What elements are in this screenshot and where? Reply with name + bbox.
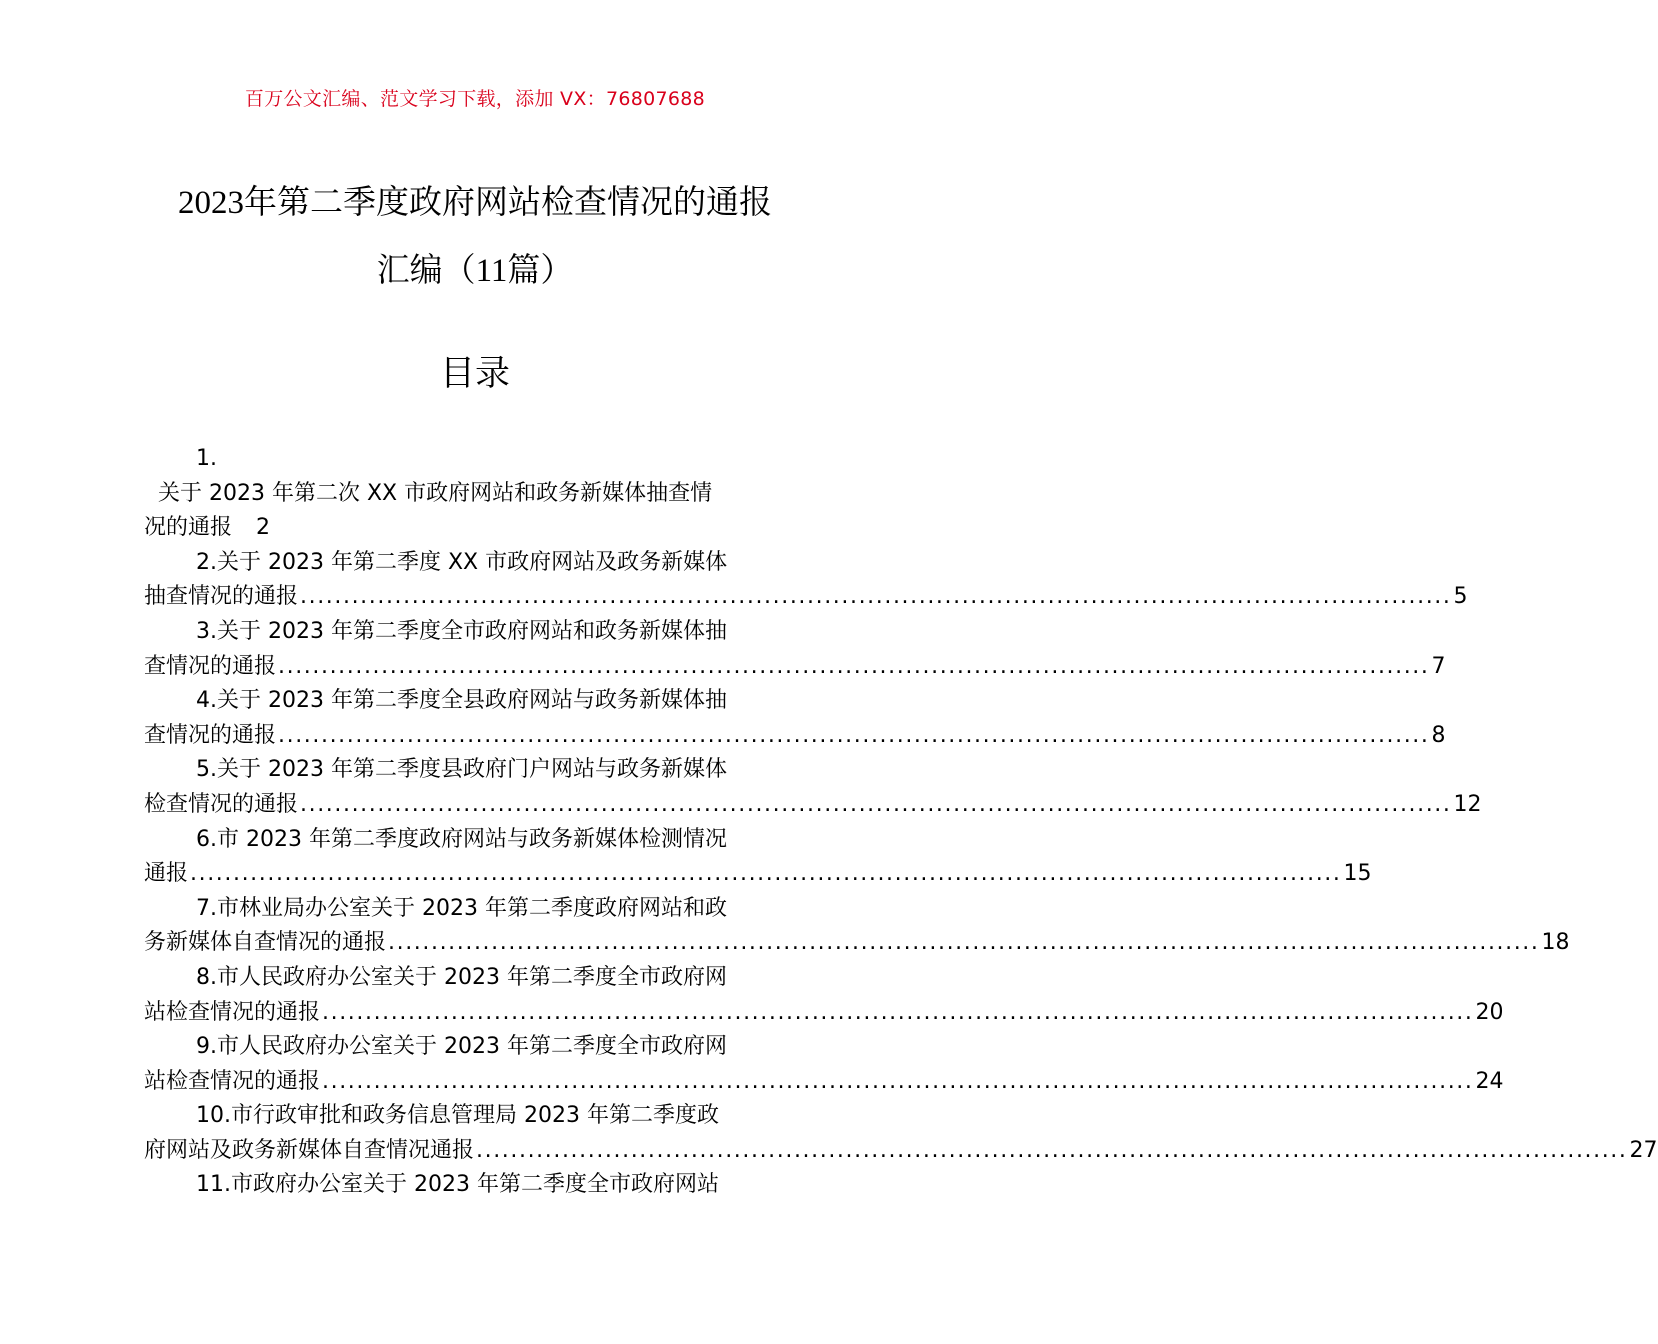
toc-entry-title-line-2 <box>144 580 1468 615</box>
toc-entry-title-line-1: 4.关于 2023 年第二季度全县政府网站与政务新媒体抽 <box>196 688 727 714</box>
toc-entry-title-end: 查情况的通报 <box>144 722 277 748</box>
toc-entry-title-end: 府网站及政务新媒体自查情况通报 <box>144 1137 475 1163</box>
toc-page-number: 8 <box>1431 722 1446 748</box>
toc-page-number: 27 <box>1629 1137 1658 1163</box>
toc-entry-title-line-1: 7.市林业局办公室关于 2023 年第二季度政府网站和政 <box>196 895 727 921</box>
toc-leader-dots: ...................................................................................................................................... <box>190 861 1342 887</box>
toc-entry-title-end: 查情况的通报 <box>144 653 277 679</box>
toc-entry-title-end: 抽查情况的通报 <box>144 584 299 610</box>
toc-entry-5[interactable] <box>144 753 1482 822</box>
toc-entry-title-line-1: 6.市 2023 年第二季度政府网站与政务新媒体检测情况 <box>196 826 727 852</box>
toc-entry-title-line-2 <box>144 996 1504 1031</box>
toc-leader-dots: ...................................................................................................................................... <box>278 653 1430 679</box>
toc-page-number: 18 <box>1541 930 1570 956</box>
toc-entry-8[interactable] <box>144 961 1504 1030</box>
toc-entry-title-end: 检查情况的通报 <box>144 791 299 817</box>
title-count: 11 <box>475 253 508 289</box>
toc-entry-title-end: 通报 <box>144 861 189 887</box>
toc-entry-title-line-2 <box>144 511 806 546</box>
toc-entry-11[interactable]: 11.市政府办公室关于 2023 年第二季度全市政府网站 <box>196 1172 719 1198</box>
toc-entry-number: 1. <box>196 446 217 471</box>
toc-leader-dots: ...................................................................................................................................... <box>322 999 1474 1025</box>
toc-entry-6[interactable] <box>144 823 1372 892</box>
toc-leader-dots: ...................................................................................................................................... <box>278 722 1430 748</box>
toc-leader-dots: ...................................................................................................................................... <box>300 584 1452 610</box>
toc-page-number: 15 <box>1343 861 1372 887</box>
toc-heading: 目录 <box>439 354 510 394</box>
toc-page-number: 20 <box>1475 999 1504 1025</box>
toc-page-number: 24 <box>1475 1068 1504 1094</box>
toc-entry-title-line-2 <box>144 1134 1658 1169</box>
toc-entry-title-end: 务新媒体自查情况的通报 <box>144 930 387 956</box>
toc-leader-dots: ...................................................................................................................................... <box>300 791 1452 817</box>
toc-entry-10[interactable] <box>144 1099 1658 1168</box>
toc-entry-7[interactable] <box>144 892 1570 961</box>
toc-entry-title-end: 况的通报 <box>144 515 233 541</box>
title-collection-suffix: 篇） <box>507 250 574 289</box>
header-note: 百万公文汇编、范文学习下载，添加 VX：76807688 <box>244 88 706 110</box>
toc-entry-title-line-1: 5.关于 2023 年第二季度县政府门户网站与政务新媒体 <box>196 757 727 783</box>
document-title-line-1 <box>0 182 950 223</box>
toc-entry-title-line-2 <box>144 719 1446 754</box>
toc-entry-title-end: 站检查情况的通报 <box>144 1068 321 1094</box>
toc-entry-3[interactable] <box>144 615 1446 684</box>
toc-leader-dots: ...................................................................................................................................... <box>476 1137 1628 1163</box>
toc-leader-dots: ...................................................................................................................................... <box>388 930 1540 956</box>
title-year: 2023 <box>178 185 244 221</box>
toc-page-number: 12 <box>1453 791 1482 817</box>
toc-page-number: 7 <box>1431 653 1446 679</box>
toc-entry-title-line-2 <box>144 926 1570 961</box>
toc-entry-9[interactable] <box>144 1030 1504 1099</box>
toc-entry-title-line-1: 9.市人民政府办公室关于 2023 年第二季度全市政府网 <box>196 1034 727 1060</box>
toc-entry-2[interactable] <box>144 546 1468 615</box>
toc-page-number: 5 <box>1453 584 1468 610</box>
toc-entry-title-line-2 <box>144 1065 1504 1100</box>
toc-entry-title-line-1: 3.关于 2023 年第二季度全市政府网站和政务新媒体抽 <box>196 618 727 644</box>
toc-entry-4[interactable] <box>144 684 1446 753</box>
toc-leader-dots: ...................................................................................................................................... <box>322 1068 1474 1094</box>
title-collection-prefix: 汇编（ <box>376 250 476 289</box>
toc-entry-title-line-2 <box>144 857 1372 892</box>
toc-entry-title-line-1: 2.关于 2023 年第二季度 XX 市政府网站及政务新媒体 <box>196 549 728 575</box>
toc-page-number: 2 <box>256 515 271 541</box>
title-text: 年第二季度政府网站检查情况的通报 <box>244 182 772 221</box>
toc-entry-title-line-1: 10.市行政审批和政务信息管理局 2023 年第二季度政 <box>196 1103 719 1129</box>
toc-entry-title-line-2 <box>144 650 1446 685</box>
toc-entry-1[interactable] <box>144 442 806 546</box>
toc-entry-title-line-1: 8.市人民政府办公室关于 2023 年第二季度全市政府网 <box>196 964 727 990</box>
toc-entry-list <box>144 546 1658 1169</box>
toc-entry-title-line-1: 关于 2023 年第二次 XX 市政府网站和政务新媒体抽查情 <box>158 480 713 506</box>
toc-entry-title-end: 站检查情况的通报 <box>144 999 321 1025</box>
document-title-line-2 <box>0 250 950 291</box>
toc-entry-title-line-2 <box>144 788 1482 823</box>
table-of-contents <box>144 442 1658 1203</box>
